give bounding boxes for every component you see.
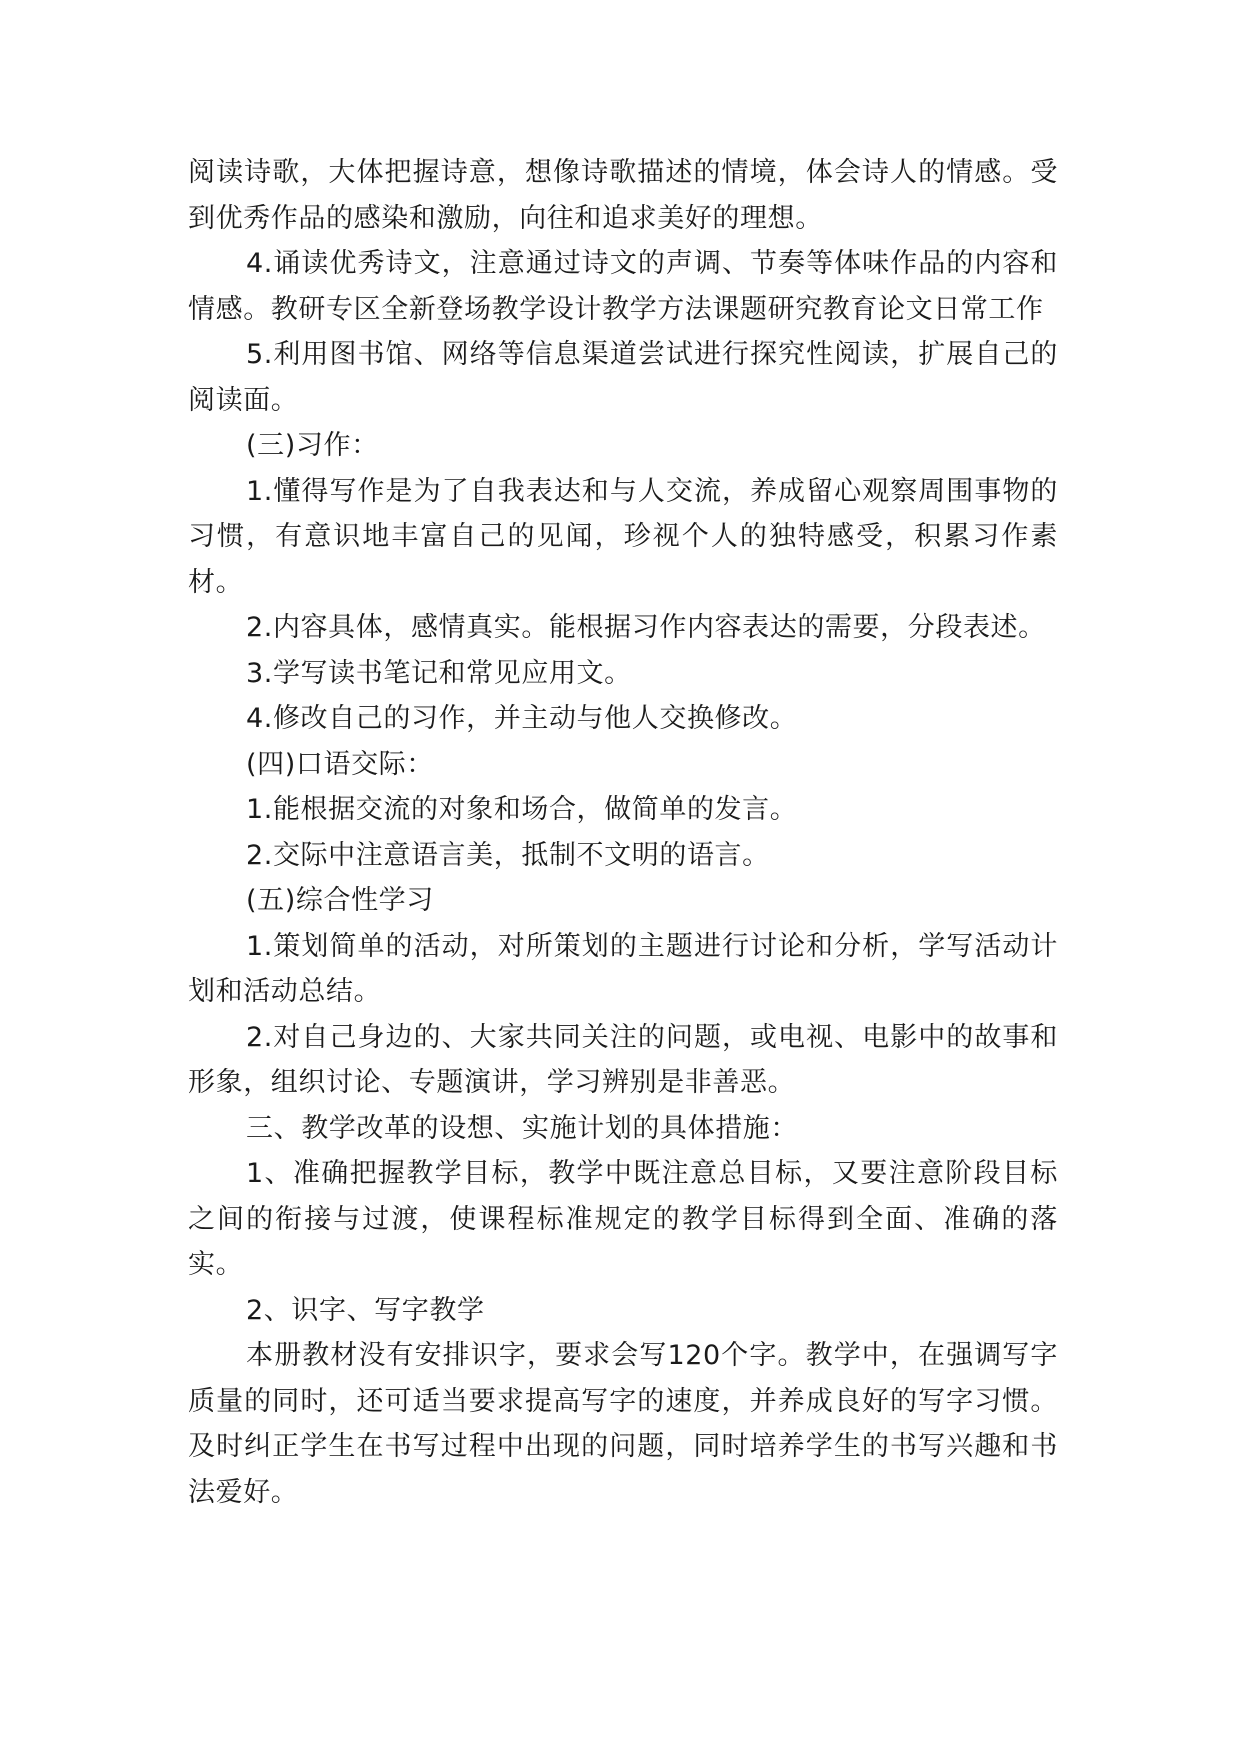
document-body [188, 150, 1058, 1515]
paragraph-plan-activities: 1.策划简单的活动，对所策划的主题进行讨论和分析，学写活动计划和活动总结。 [188, 930, 1058, 1007]
paragraph-reading-poetry: 阅读诗歌，大体把握诗意，想像诗歌描述的情境，体会诗人的情感。受到优秀作品的感染和激励，向往和追求美好的理想。 [188, 157, 1058, 234]
paragraph-writing-purpose: 1.懂得写作是为了自我表达和与人交流，养成留心观察周围事物的习惯，有意识地丰富自己的见闻，珍视个人的独特感受，积累习作素材。 [188, 475, 1058, 598]
paragraph-discussion: 2.对自己身边的、大家共同关注的问题，或电视、电影中的故事和形象，组织讨论、专题演讲，学习辨别是非善恶。 [188, 1021, 1058, 1098]
paragraph-reading-notes: 3.学写读书笔记和常见应用文。 [246, 657, 632, 689]
section-heading-comprehensive: (五)综合性学习 [246, 885, 434, 916]
section-heading-writing: (三)习作： [246, 430, 379, 461]
paragraph-writing-content: 2.内容具体，感情真实。能根据习作内容表达的需要，分段表述。 [246, 612, 1046, 643]
paragraph-revise-writing: 4.修改自己的习作，并主动与他人交换修改。 [246, 703, 798, 734]
paragraph-language-manners: 2.交际中注意语言美，抵制不文明的语言。 [246, 839, 770, 871]
section-heading-reform: 三、教学改革的设想、实施计划的具体措施： [246, 1112, 798, 1144]
section-heading-oral: (四)口语交际： [246, 748, 434, 780]
paragraph-library-reading: 5.利用图书馆、网络等信息渠道尝试进行探究性阅读，扩展自己的阅读面。 [188, 339, 1058, 416]
paragraph-teaching-goals: 1、准确把握教学目标，教学中既注意总目标，又要注意阶段目标之间的衔接与过渡，使课程标准规定的教学目标得到全面、准确的落实。 [188, 1158, 1058, 1280]
paragraph-speaking: 1.能根据交流的对象和场合，做简单的发言。 [246, 794, 798, 825]
paragraph-recite-poems: 4.诵读优秀诗文，注意通过诗文的声调、节奏等体味作品的内容和情感。教研专区全新登场教学设计教学方法课题研究教育论文日常工作 [188, 248, 1058, 325]
paragraph-literacy-detail: 本册教材没有安排识字，要求会写120个字。教学中，在强调写字质量的同时，还可适当要求提高写字的速度，并养成良好的写字习惯。及时纠正学生在书写过程中出现的问题，同时培养学生的书写兴趣和书法爱好。 [188, 1340, 1058, 1508]
paragraph-literacy-heading: 2、识字、写字教学 [246, 1294, 485, 1326]
